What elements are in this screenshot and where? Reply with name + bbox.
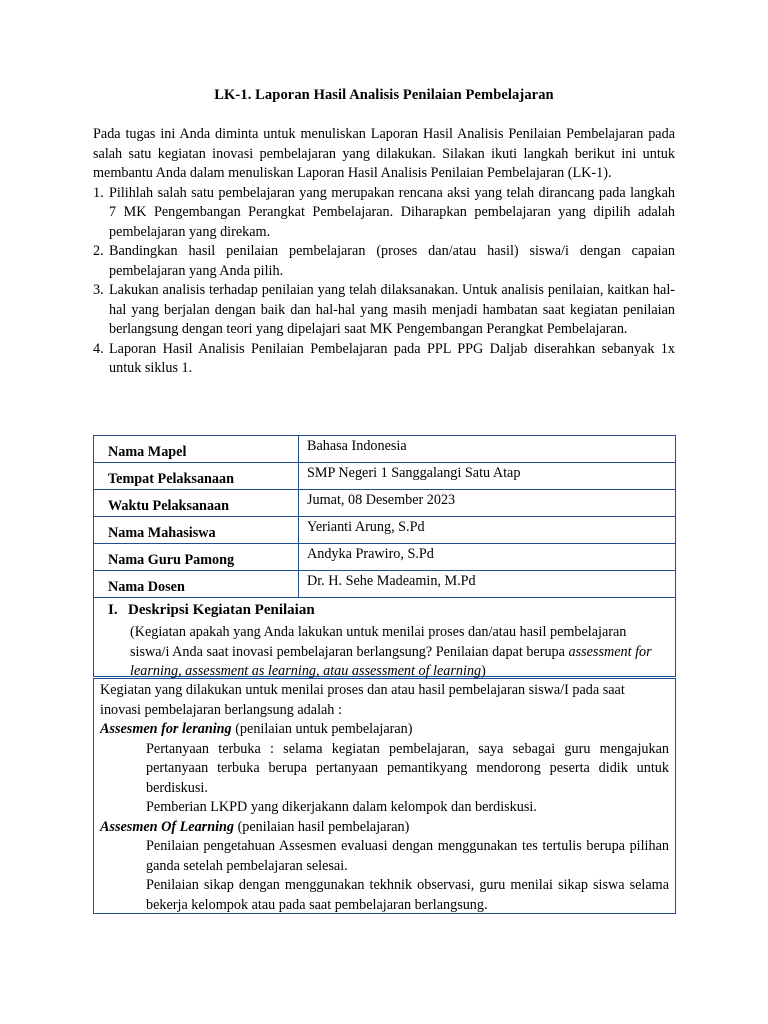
table-row bbox=[94, 544, 676, 571]
section-numeral: I. bbox=[108, 602, 118, 618]
table-row bbox=[94, 490, 676, 517]
field-value: Yerianti Arung, S.Pd bbox=[299, 517, 676, 544]
field-value: Dr. H. Sehe Madeamin, M.Pd bbox=[299, 571, 676, 598]
field-value: SMP Negeri 1 Sanggalangi Satu Atap bbox=[299, 463, 676, 490]
aol-note: (penilaian hasil pembelajaran) bbox=[234, 818, 410, 835]
afl-item: Pemberian LKPD yang dikerjakann dalam kelompok dan berdiskusi. bbox=[146, 799, 537, 815]
step-text: Laporan Hasil Analisis Penilaian Pembelajaran pada PPL PPG Daljab diserahkan sebanyak 1x untuk siklus 1. bbox=[109, 340, 675, 376]
field-label: Waktu Pelaksanaan bbox=[94, 490, 299, 517]
answer-content-box bbox=[93, 678, 676, 914]
section-heading bbox=[108, 602, 315, 619]
step-number: 1. bbox=[93, 184, 104, 201]
answer-intro: Kegiatan yang dilakukan untuk menilai proses dan atau hasil pembelajaran siswa/I pada saat inovasi pembelajaran berlangsung adalah : bbox=[100, 682, 625, 718]
table-row bbox=[94, 517, 676, 544]
field-value: Bahasa Indonesia bbox=[299, 436, 676, 463]
page-title: LK-1. Laporan Hasil Analisis Penilaian Pembelajaran bbox=[214, 87, 554, 103]
aol-item: Penilaian pengetahuan Assesmen evaluasi dengan menggunakan tes tertulis berupa pilihan ganda setelah pembelajaran selesai. bbox=[146, 838, 669, 874]
instructions-text: (Kegiatan apakah yang Anda lakukan untuk menilai proses dan/atau hasil pembelajaran siswa/i Anda saat inovasi pembelajaran berlangsung? Penilaian dapat berupa bbox=[130, 624, 627, 660]
info-table bbox=[93, 435, 676, 598]
field-value: Jumat, 08 Desember 2023 bbox=[299, 490, 676, 517]
step-number: 3. bbox=[93, 282, 104, 298]
aol-heading bbox=[100, 818, 669, 838]
afl-title: Assesmen for leraning bbox=[100, 721, 232, 737]
table-row bbox=[94, 571, 676, 598]
field-label: Nama Mapel bbox=[94, 436, 299, 463]
list-item bbox=[93, 281, 675, 340]
field-label: Nama Mahasiswa bbox=[94, 517, 299, 544]
step-text: Bandingkan hasil penilaian pembelajaran (proses dan/atau hasil) siswa/i dengan capaian pembelajaran yang Anda pilih. bbox=[109, 243, 675, 279]
instructions-italic-text: assessment for learning, assessment as learning, atau assessment of learning bbox=[130, 643, 652, 679]
aol-item: Penilaian sikap dengan menggunakan tekhnik observasi, guru menilai sikap siswa selama bekerja kelompok atau pada saat pembelajaran berlangsung. bbox=[146, 877, 669, 913]
step-number: 4. bbox=[93, 340, 104, 357]
afl-heading bbox=[100, 720, 669, 740]
list-item bbox=[93, 340, 675, 379]
table-row bbox=[94, 463, 676, 490]
field-label: Tempat Pelaksanaan bbox=[94, 463, 299, 490]
section-heading-text: Deskripsi Kegiatan Penilaian bbox=[128, 602, 315, 618]
list-item bbox=[93, 242, 675, 281]
list-item bbox=[93, 184, 675, 243]
step-text: Lakukan analisis terhadap penilaian yang telah dilaksanakan. Untuk analisis penilaian, kaitkan hal-hal yang berjalan dengan baik dan hal-hal yang masih menjadi hambatan saat kegiatan penilaian berlangsung dengan teori yang dipelajari saat MK Pengembangan Perangkat Pembelajaran. bbox=[109, 282, 675, 337]
afl-item: Pertanyaan terbuka : selama kegiatan pembelajaran, saya sebagai guru mengajukan pertanyaan terbuka berupa pertanyaan pemantikyang mendorong peserta didik untuk berdiskusi. bbox=[146, 740, 669, 796]
table-row bbox=[94, 436, 676, 463]
section-instructions bbox=[130, 623, 666, 682]
section-description-box bbox=[93, 596, 676, 677]
field-label: Nama Guru Pamong bbox=[94, 544, 299, 571]
field-value: Andyka Prawiro, S.Pd bbox=[299, 544, 676, 571]
instructions-close-paren: ) bbox=[481, 663, 486, 679]
steps-list bbox=[93, 184, 675, 379]
step-number: 2. bbox=[93, 243, 104, 259]
intro-section bbox=[93, 125, 675, 379]
intro-paragraph: Pada tugas ini Anda diminta untuk menuliskan Laporan Hasil Analisis Penilaian Pembelajaran pada salah satu kegiatan inovasi pembelajaran yang dilakukan. Silakan ikuti langkah berikut ini untuk membantu Anda dalam menuliskan Laporan Hasil Analisis Penilaian Pembelajaran (LK-1). bbox=[93, 126, 675, 181]
step-text: Pilihlah salah satu pembelajaran yang merupakan rencana aksi yang telah dirancang pada langkah 7 MK Pengembangan Perangkat Pembelajaran. Diharapkan pembelajaran yang dipilih adalah pembelajaran yang direkam. bbox=[109, 184, 675, 240]
field-label: Nama Dosen bbox=[94, 571, 299, 598]
afl-note: (penilaian untuk pembelajaran) bbox=[231, 721, 413, 737]
aol-title: Assesmen Of Learning bbox=[100, 818, 235, 835]
